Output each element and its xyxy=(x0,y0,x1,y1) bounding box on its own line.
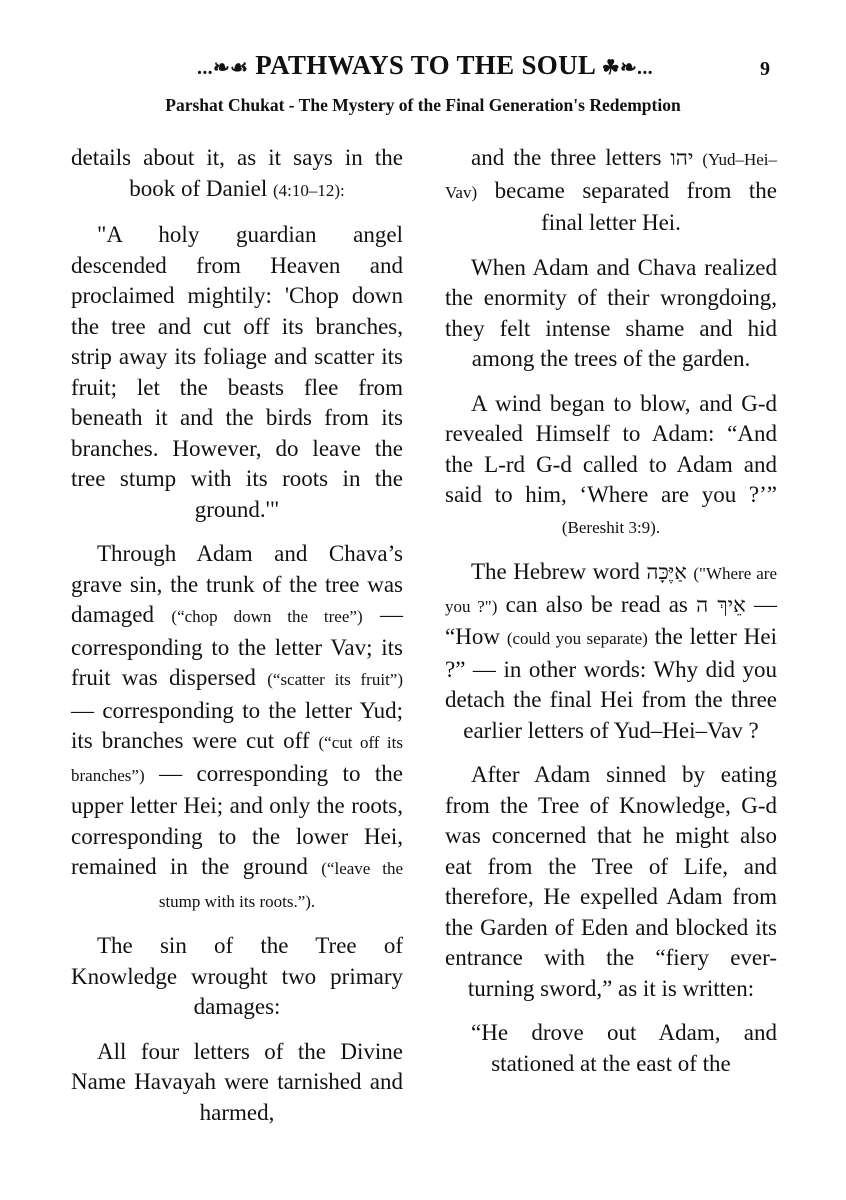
paragraph xyxy=(445,143,777,239)
paragraph-text: — corresponding to the upper letter Hei; and only the roots, corresponding to the lower Hei, remained in the ground xyxy=(71,760,403,879)
paragraph-text: became separated from the final letter Hei. xyxy=(477,177,777,235)
paragraph: "A holy guardian angel descended from Heaven and proclaimed mightily: 'Chop down the tree and cut off its branches, strip away its foliage and scatter its fruit; let the beasts flee from beneath it and the birds from its branches. However, do leave the tree stump with its roots in the ground.'" xyxy=(71,222,403,522)
paragraph xyxy=(71,143,403,206)
note: ("Where are you ?") xyxy=(445,564,778,616)
paragraph-text: can also be read as xyxy=(497,591,697,617)
paragraph: After Adam sinned by eating from the Tree of Knowledge, G-d was concerned that he might also eat from the Tree of Life, and therefore, He expelled Adam from the Garden of Eden and blocked its entrance with the “fiery ever-turning sword,” as it is written: xyxy=(445,762,777,1001)
paragraph-text: Through Adam and Chava’s grave sin, the trunk of the tree was damaged xyxy=(71,541,403,627)
paragraph-text: A wind began to blow, and G-d revealed Himself to Adam: “And the L-rd G-d called to Adam and said to him, ‘Where are you ?’” xyxy=(445,390,777,507)
paragraph-text: — “How xyxy=(445,591,777,649)
paragraph-text: — corresponding to the letter Yud; its branches were cut off xyxy=(71,697,403,753)
paragraph-text: the letter Hei ?” — in other words: Why did you detach the final Hei from the three earlier letters of Yud–Hei–Vav ? xyxy=(445,624,777,743)
note: (“cut off its branches”) xyxy=(71,733,403,785)
reference: (4:10–12): xyxy=(272,180,345,200)
paragraph-text: The Hebrew word xyxy=(471,559,647,584)
note: (“leave the stump with its roots.”). xyxy=(158,859,403,911)
note: (“chop down the tree”) xyxy=(171,607,363,626)
hebrew-text: אַיֶּכָּה xyxy=(646,560,687,584)
book-title: PATHWAYS TO THE SOUL xyxy=(255,50,595,80)
note: (could you separate) xyxy=(506,629,648,648)
paragraph: The sin of the Tree of Knowledge wrought two primary damages: xyxy=(71,933,403,1019)
ornament-left-icon: ...❧☙ xyxy=(197,57,249,79)
header-title-row xyxy=(130,50,720,81)
paragraph xyxy=(71,539,403,917)
paragraph-text: — corresponding to the letter Vav; its fruit was dispersed xyxy=(71,602,404,690)
chapter-subtitle: Parshat Chukat - The Mystery of the Final Generation's Redemption xyxy=(165,95,681,115)
note: (Yud–Hei–Vav) xyxy=(445,150,777,202)
paragraph: “He drove out Adam, and stationed at the east of the xyxy=(471,1020,777,1076)
hebrew-text: אֵיךְ ה xyxy=(696,592,746,617)
ornament-right-icon: ☘❧... xyxy=(601,57,653,79)
paragraph-text: and the three letters xyxy=(471,145,671,170)
paragraph: When Adam and Chava realized the enormity of their wrongdoing, they felt intense shame and hid among the trees of the garden. xyxy=(445,254,777,371)
left-column xyxy=(71,143,403,1142)
page-number: 9 xyxy=(760,58,770,80)
hebrew-text: יהו xyxy=(670,146,694,170)
note: (“scatter its fruit”) xyxy=(267,670,403,689)
paragraph xyxy=(445,389,777,544)
paragraph: All four letters of the Divine Name Havayah were tarnished and harmed, xyxy=(71,1038,403,1125)
right-column xyxy=(445,143,777,1093)
paragraph xyxy=(445,557,777,746)
paragraph-text: details about it, as it says in the book of Daniel xyxy=(71,145,403,201)
running-header xyxy=(0,50,846,90)
reference: (Bereshit 3:9). xyxy=(561,517,661,537)
